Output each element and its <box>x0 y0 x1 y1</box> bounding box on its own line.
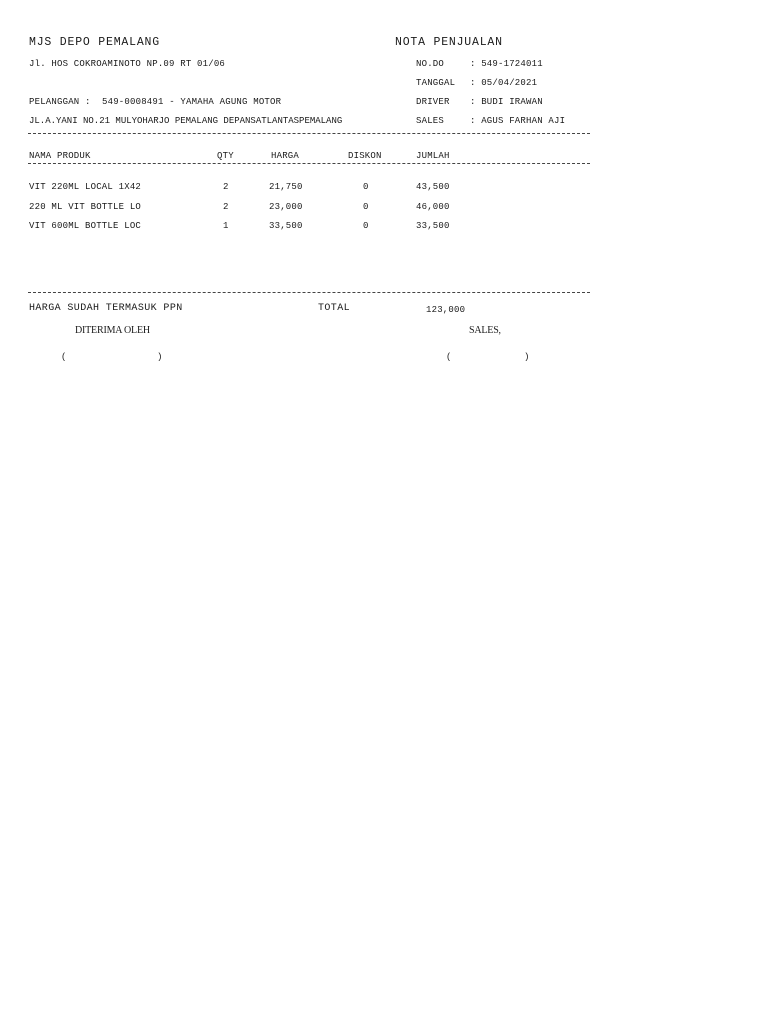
no-do-value: : 549-1724011 <box>470 59 543 69</box>
row-amount: 46,000 <box>416 202 450 212</box>
col-qty-header: QTY <box>217 151 234 161</box>
company-name: MJS DEPO PEMALANG <box>29 36 160 49</box>
row-product: VIT 600ML BOTTLE LOC <box>29 221 142 231</box>
row-price: 21,750 <box>269 182 303 192</box>
row-amount: 43,500 <box>416 182 450 192</box>
sales-signature-close-paren: ) <box>524 352 530 362</box>
total-value: 123,000 <box>426 305 466 315</box>
row-discount: 0 <box>363 182 369 192</box>
col-discount-header: DISKON <box>348 151 382 161</box>
no-do-label: NO.DO <box>416 59 445 69</box>
date-label: TANGGAL <box>416 78 456 88</box>
row-price: 33,500 <box>269 221 303 231</box>
row-discount: 0 <box>363 202 369 212</box>
sales-value: : AGUS FARHAN AJI <box>470 116 566 126</box>
document-title: NOTA PENJUALAN <box>395 36 503 49</box>
sales-signature-open-paren: ( <box>446 352 452 362</box>
ppn-note: HARGA SUDAH TERMASUK PPN <box>29 303 183 314</box>
company-address: Jl. HOS COKROAMINOTO NP.09 RT 01/06 <box>29 59 226 69</box>
sales-label: SALES <box>416 116 445 126</box>
row-qty: 1 <box>223 221 229 231</box>
customer-value: 549-0008491 - YAMAHA AGUNG MOTOR <box>102 97 282 107</box>
row-amount: 33,500 <box>416 221 450 231</box>
signature-open-paren: ( <box>61 352 67 362</box>
table-header-divider <box>28 163 590 164</box>
sales-signature-label: SALES, <box>469 325 501 336</box>
driver-value: : BUDI IRAWAN <box>470 97 543 107</box>
customer-label: PELANGGAN : <box>29 97 91 107</box>
received-by-label: DITERIMA OLEH <box>75 325 150 336</box>
driver-label: DRIVER <box>416 97 450 107</box>
date-value: : 05/04/2021 <box>470 78 538 88</box>
row-qty: 2 <box>223 182 229 192</box>
col-product-header: NAMA PRODUK <box>29 151 91 161</box>
signature-close-paren: ) <box>157 352 163 362</box>
col-price-header: HARGA <box>271 151 300 161</box>
total-label: TOTAL <box>318 303 351 314</box>
row-discount: 0 <box>363 221 369 231</box>
row-product: VIT 220ML LOCAL 1X42 <box>29 182 142 192</box>
customer-address: JL.A.YANI NO.21 MULYOHARJO PEMALANG DEPANSATLANTASPEMALANG <box>29 116 343 126</box>
header-divider <box>28 133 590 134</box>
row-price: 23,000 <box>269 202 303 212</box>
table-footer-divider <box>28 292 590 293</box>
col-amount-header: JUMLAH <box>416 151 450 161</box>
row-qty: 2 <box>223 202 229 212</box>
row-product: 220 ML VIT BOTTLE LO <box>29 202 142 212</box>
